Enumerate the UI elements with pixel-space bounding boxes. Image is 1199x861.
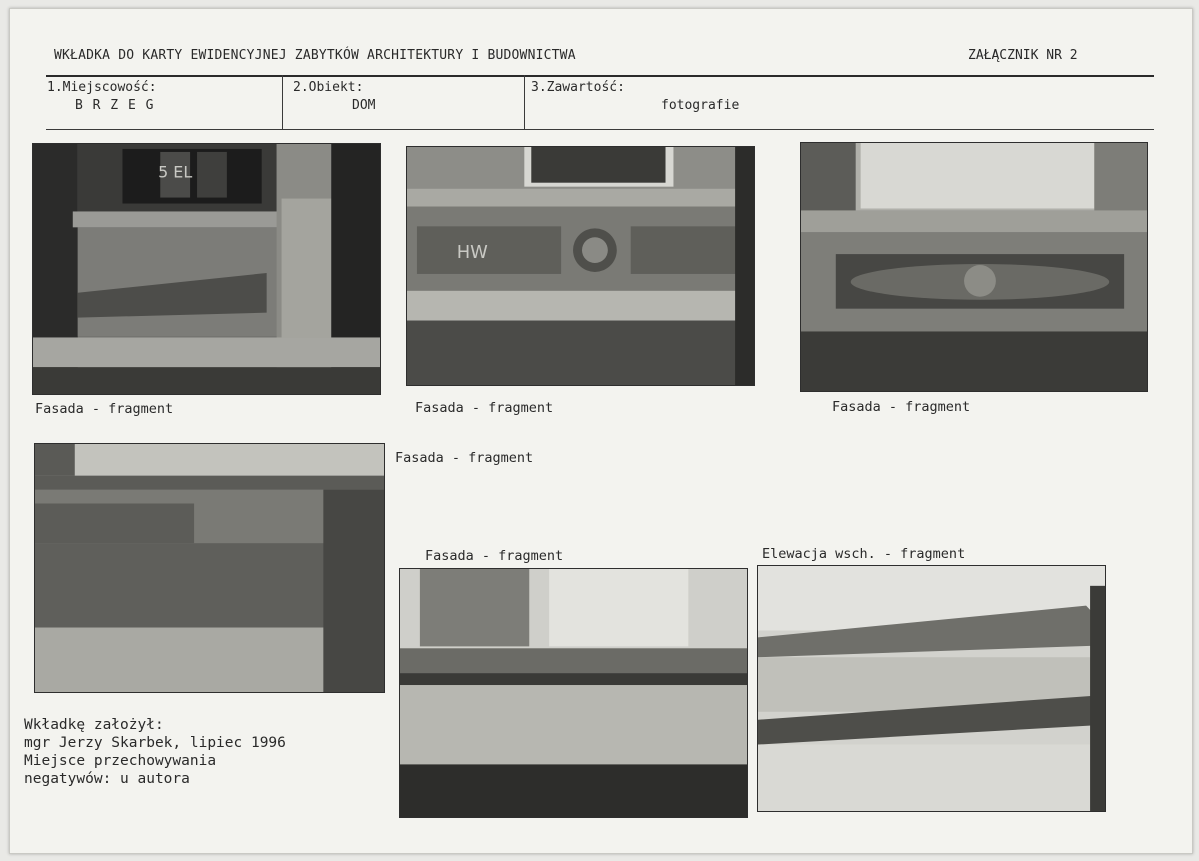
- object-label: 2.Obiekt:: [293, 80, 364, 95]
- notes-line-2: mgr Jerzy Skarbek, lipiec 1996: [24, 735, 286, 751]
- caption-photo-3: Fasada - fragment: [832, 399, 971, 415]
- header-rule-bottom: [46, 129, 1154, 130]
- caption-photo-1: Fasada - fragment: [35, 401, 174, 417]
- notes-line-3: Miejsce przechowywania: [24, 753, 217, 769]
- photo-facade-3: [800, 142, 1148, 392]
- photo-facade-5: [399, 568, 748, 818]
- caption-photo-5: Fasada - fragment: [425, 548, 564, 564]
- annex-number: ZAŁĄCZNIK NR 2: [968, 48, 1078, 63]
- header-rule-top: [46, 75, 1154, 77]
- caption-photo-2: Fasada - fragment: [415, 400, 554, 416]
- locality-value: B R Z E G: [75, 98, 155, 113]
- contents-value: fotografie: [661, 98, 740, 113]
- locality-label: 1.Miejscowość:: [47, 80, 157, 95]
- photo-facade-1: [32, 143, 381, 395]
- photo-east-elevation: [757, 565, 1106, 812]
- caption-photo-6: Elewacja wsch. - fragment: [762, 546, 966, 562]
- photo-facade-2: [406, 146, 755, 386]
- document-title: WKŁADKA DO KARTY EWIDENCYJNEJ ZABYTKÓW ARCHITEKTURY I BUDOWNICTWA: [54, 48, 576, 63]
- graffiti-text: HW: [456, 242, 488, 264]
- shop-sign-text: 5 EL: [158, 162, 193, 182]
- contents-label: 3.Zawartość:: [531, 80, 625, 95]
- caption-photo-4: Fasada - fragment: [395, 450, 534, 466]
- field-divider-2: [524, 75, 525, 130]
- notes-line-4: negatywów: u autora: [24, 771, 190, 787]
- author-notes: [24, 716, 286, 788]
- field-divider-1: [282, 75, 283, 130]
- notes-line-1: Wkładkę założył:: [24, 717, 164, 733]
- object-value: DOM: [352, 98, 376, 113]
- photo-facade-4: [34, 443, 385, 693]
